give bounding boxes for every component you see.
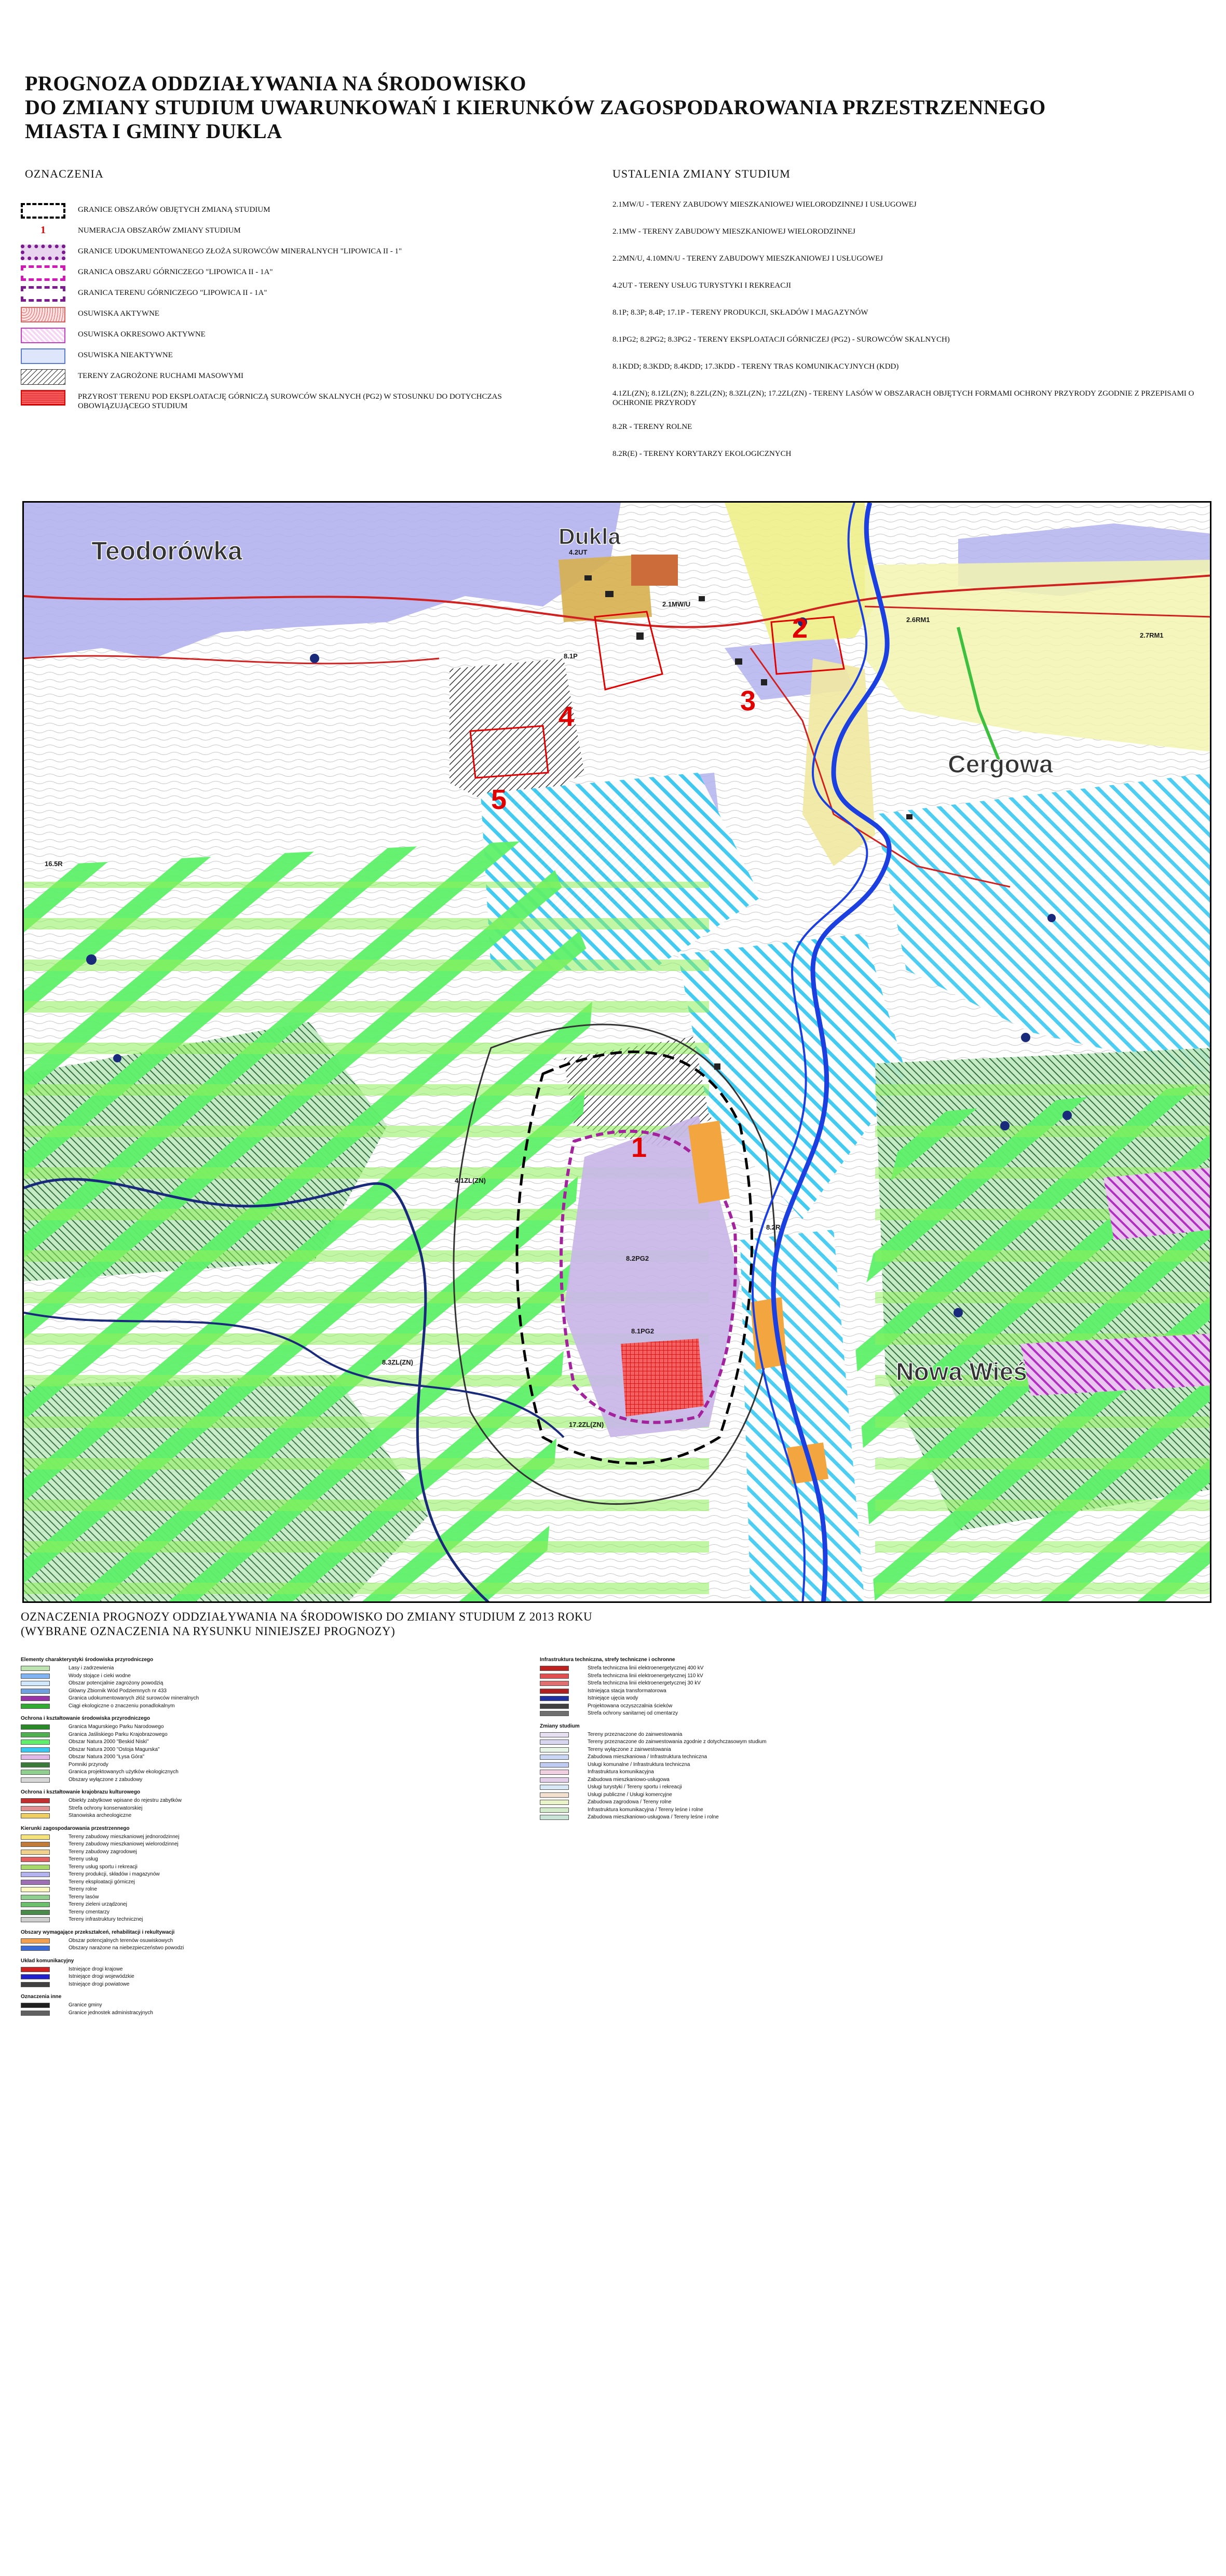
legend-entry-label: Tereny zieleni urządzonej: [69, 1901, 127, 1907]
ustalenie-item: 4.1ZL(ZN); 8.1ZL(ZN); 8.2ZL(ZN); 8.3ZL(ZN); 17.2ZL(ZN) - TERENY LASÓW W OBSZARACH OBJĘTYCH FORMAMI OCHRONY PRZYRODY ZGODNIE Z PRZEPISAMI O OCHRONIE PRZYRODY: [612, 389, 1194, 407]
ustalenie-item: 4.2UT - TERENY USŁUG TURYSTYKI I REKREACJI: [612, 281, 792, 290]
legend-entry: [21, 1805, 540, 1813]
legend-entry-label: Infrastruktura komunikacyjna: [588, 1769, 654, 1775]
legend-entry-swatch: [21, 1666, 50, 1671]
legend-entry-swatch: [540, 1808, 569, 1813]
legend-entry-swatch: [540, 1681, 569, 1686]
legend-entry-label: Istniejące drogi wojewódzkie: [69, 1974, 134, 1979]
legend-category-heading: Infrastruktura techniczna, strefy techniczne i ochronne: [540, 1657, 675, 1663]
ustalenie-item: 8.1PG2; 8.2PG2; 8.3PG2 - TERENY EKSPLOATACJI GÓRNICZEJ (PG2) - SUROWCÓW SKALNYCH): [612, 335, 950, 344]
legend-entry-swatch: [21, 1842, 50, 1847]
legend-entry-swatch: [21, 2011, 50, 2016]
legend-entry-swatch: [21, 1739, 50, 1745]
legend-entry-swatch: [21, 1755, 50, 1760]
legend-entry: [540, 1746, 1209, 1754]
legend-entry: [21, 1731, 540, 1739]
legend-entry-swatch: [21, 1887, 50, 1892]
legend-entry: [21, 1901, 540, 1909]
legend-entry-swatch: [540, 1762, 569, 1768]
area-number: 3: [740, 685, 756, 717]
legend-entry: [21, 1966, 540, 1974]
legend-entry: [21, 1769, 540, 1776]
legend-entry: [540, 1754, 1209, 1761]
legend-entry-label: Obszar potencjalnie zagrożony powodzią: [69, 1680, 164, 1686]
legend-entry-swatch: [21, 1813, 50, 1818]
legend-category-heading: Elementy charakterystyki środowiska przyrodniczego: [21, 1657, 154, 1663]
place-label-teodorowka: Teodorówka: [91, 536, 242, 565]
legend-entry-label: Obiekty zabytkowe wpisane do rejestru zabytków: [69, 1798, 182, 1803]
legend-entry-swatch: [540, 1674, 569, 1679]
ustalenie-item: 8.2R(E) - TERENY KORYTARZY EKOLOGICZNYCH: [612, 450, 792, 458]
legend-label: NUMERACJA OBSZARÓW ZMIANY STUDIUM: [78, 226, 241, 235]
legend-entry: [540, 1761, 1209, 1769]
legend-entry: [21, 1746, 540, 1754]
legend-entry: [540, 1799, 1209, 1806]
legend-item: [21, 325, 592, 345]
area-number: 5: [491, 784, 507, 815]
legend-label: OSUWISKA AKTYWNE: [78, 309, 160, 318]
legend-entry: [21, 1856, 540, 1864]
legend-category-heading: Oznaczenia inne: [21, 1994, 62, 2000]
map-zone-label: 4.1ZL(ZN): [455, 1177, 486, 1184]
title-line-1: PROGNOZA ODDZIAŁYWANIA NA ŚRODOWISKO: [25, 72, 526, 95]
periodic-landslide-swatch: [21, 328, 65, 343]
legend-label: OSUWISKA OKRESOWO AKTYWNE: [78, 330, 206, 339]
legend-entry-label: Strefa techniczna linii elektroenergetycznej 400 kV: [588, 1665, 704, 1671]
legend-entry: [540, 1665, 1209, 1673]
legend-entry-swatch: [21, 1938, 50, 1944]
map-zone-label: 8.1P: [564, 652, 578, 660]
area-number: 4: [558, 701, 575, 732]
legend-category-heading: Układ komunikacyjny: [21, 1958, 74, 1964]
map-zone-label: 4.2UT: [569, 548, 588, 556]
legend-entry: [540, 1731, 1209, 1739]
legend-entry: [21, 1673, 540, 1680]
bottom-legend-heading-2: (WYBRANE OZNACZENIA NA RYSUNKU NINIEJSZEJ PROGNOZY): [21, 1625, 396, 1638]
legend-entry: [21, 1973, 540, 1981]
legend-entry-swatch: [21, 1696, 50, 1701]
legend-entry-label: Stanowiska archeologiczne: [69, 1813, 132, 1818]
legend-entry-swatch: [21, 1895, 50, 1900]
legend-entry-swatch: [21, 1967, 50, 1972]
legend-entry-swatch: [540, 1666, 569, 1671]
legend-entry-label: Tereny zabudowy zagrodowej: [69, 1849, 137, 1855]
map-zone-label: 8.3ZL(ZN): [382, 1358, 413, 1366]
legend-entry-swatch: [21, 1798, 50, 1803]
ustalenia-heading: USTALENIA ZMIANY STUDIUM: [612, 167, 791, 180]
legend-entry-label: Granica Magurskiego Parku Narodowego: [69, 1724, 164, 1730]
legend-entry-swatch: [21, 1724, 50, 1730]
legend-entry: [21, 1703, 540, 1710]
dashed-boundary-swatch: [21, 203, 65, 219]
legend-entry-label: Projektowana oczyszczalnia ścieków: [588, 1703, 673, 1709]
legend-entry-label: Główny Zbiornik Wód Podziemnych nr 433: [69, 1688, 167, 1694]
legend-entry-label: Tereny przeznaczone do zainwestowania zgodnie z dotychczasowym studium: [588, 1739, 767, 1745]
active-landslide-swatch: [21, 307, 65, 322]
legend-entry: [21, 1738, 540, 1746]
map-panel[interactable]: [22, 501, 1211, 1603]
legend-entry-swatch: [21, 1704, 50, 1709]
legend-entry: [21, 1776, 540, 1784]
legend-entry-label: Tereny infrastruktury technicznej: [69, 1917, 143, 1922]
legend-entry: [21, 1695, 540, 1703]
legend-entry-label: Tereny wyłączone z zainwestowania: [588, 1746, 671, 1752]
legend-entry-label: Granice gminy: [69, 2002, 102, 2008]
legend-entry-swatch: [21, 1872, 50, 1877]
legend-entry-label: Wody stojące i cieki wodne: [69, 1673, 131, 1679]
deposit-boundary-swatch: [21, 245, 65, 260]
legend-entry-swatch: [540, 1696, 569, 1701]
legend-entry-label: Tereny rolne: [69, 1886, 98, 1892]
legend-entry: [21, 1981, 540, 1989]
map-zone-label: 8.1PG2: [631, 1327, 655, 1335]
legend-item: [21, 200, 592, 221]
legend-entry: [21, 1812, 540, 1820]
legend-entry-label: Istniejące drogi krajowe: [69, 1966, 123, 1972]
ustalenie-item: 8.1KDD; 8.3KDD; 8.4KDD; 17.3KDD - TERENY TRAS KOMUNIKACYJNYCH (KDD): [612, 362, 899, 371]
legend-entry: [21, 1864, 540, 1871]
legend-entry-swatch: [21, 1857, 50, 1862]
legend-entry: [21, 2009, 540, 2017]
legend-entry-swatch: [21, 1850, 50, 1855]
map-zone-label: 8.2R: [766, 1223, 781, 1231]
legend-entry: [540, 1710, 1209, 1718]
legend-entry: [21, 1937, 540, 1945]
legend-item: [21, 241, 592, 262]
legend-entry-label: Zabudowa zagrodowa / Tereny rolne: [588, 1799, 672, 1805]
legend-entry-swatch: [21, 2003, 50, 2008]
legend-entry-swatch: [540, 1785, 569, 1790]
place-label-dukla: Dukla: [558, 524, 621, 549]
legend-entry: [21, 1680, 540, 1688]
map-zone-label: 2.7RM1: [1140, 631, 1164, 639]
place-label-cergowa: Cergowa: [948, 751, 1053, 778]
legend-entry-swatch: [21, 1865, 50, 1870]
bottom-legend-column-1: [21, 1651, 540, 2017]
legend-label: OSUWISKA NIEAKTYWNE: [78, 351, 173, 359]
legend-entry-label: Tereny produkcji, składów i magazynów: [69, 1871, 160, 1877]
legend-entry: [21, 1833, 540, 1841]
ustalenie-item: 2.1MW - TERENY ZABUDOWY MIESZKANIOWEJ WIELORODZINNEJ: [612, 227, 855, 236]
legend-entry-label: Zabudowa mieszkaniowo-usługowa / Tereny leśne i rolne: [588, 1814, 719, 1820]
legend-entry: [540, 1776, 1209, 1784]
legend-entry-swatch: [21, 1681, 50, 1686]
legend-entry-label: Tereny eksploatacji górniczej: [69, 1879, 135, 1885]
legend-item: [21, 283, 592, 304]
legend-entry: [21, 1797, 540, 1805]
mining-increase-swatch: [21, 390, 65, 406]
legend-heading: OZNACZENIA: [25, 167, 104, 180]
legend-entry: [21, 1723, 540, 1731]
legend-entry-label: Obszar Natura 2000 "Ostoja Magurska": [69, 1746, 160, 1752]
legend-category-heading: Kierunki zagospodarowania przestrzennego: [21, 1825, 130, 1831]
legend-entry: [540, 1688, 1209, 1695]
map-zone-label: 2.6RM1: [906, 616, 930, 624]
ustalenie-item: 8.2R - TERENY ROLNE: [612, 423, 692, 431]
legend-entry: [21, 1894, 540, 1901]
legend-entry-label: Istniejące drogi powiatowe: [69, 1981, 130, 1987]
legend-entry-swatch: [540, 1792, 569, 1798]
legend-entry-swatch: [21, 1689, 50, 1694]
legend-label: PRZYROST TERENU POD EKSPLOATACJĘ GÓRNICZĄ SUROWCÓW SKALNYCH (PG2) W STOSUNKU DO DOTYCHCZAS OBOWIĄZUJĄCEGO STUDIUM: [78, 393, 502, 410]
ustalenie-item: 8.1P; 8.3P; 8.4P; 17.1P - TERENY PRODUKCJI, SKŁADÓW I MAGAZYNÓW: [612, 308, 868, 317]
area-number: 2: [792, 613, 808, 644]
legend-entry-label: Tereny zabudowy mieszkaniowej wielorodzinnej: [69, 1841, 179, 1847]
legend-entry-label: Pomniki przyrody: [69, 1761, 108, 1768]
legend-entry: [540, 1680, 1209, 1688]
legend-entry-swatch: [540, 1689, 569, 1694]
legend-entry-label: Obszar Natura 2000 "Beskid Niski": [69, 1739, 149, 1745]
legend-entry-label: Usługi turystyki / Tereny sportu i rekreacji: [588, 1784, 682, 1790]
legend-entry-label: Granica Jaśliskiego Parku Krajobrazowego: [69, 1731, 168, 1737]
legend-entry-swatch: [21, 1910, 50, 1915]
legend-entry-swatch: [21, 1946, 50, 1951]
legend-entry: [21, 1688, 540, 1695]
legend-entry-swatch: [21, 1835, 50, 1840]
legend-entry-label: Usługi komunalne / Infrastruktura techniczna: [588, 1761, 690, 1768]
inactive-landslide-swatch: [21, 348, 65, 364]
legend-entry-swatch: [540, 1755, 569, 1760]
legend-entry: [21, 1909, 540, 1917]
legend-entry-label: Strefa ochrony sanitarnej od cmentarzy: [588, 1710, 678, 1716]
legend-entry-swatch: [21, 1974, 50, 1979]
legend-entry-swatch: [21, 1732, 50, 1737]
legend-entry: [540, 1806, 1209, 1814]
bottom-legend-column-2: [540, 1651, 1209, 1822]
legend-entry-label: Lasy i zadrzewienia: [69, 1665, 114, 1671]
legend-label: GRANICA OBSZARU GÓRNICZEGO "LIPOWICA II - 1A": [78, 268, 273, 276]
legend-item: [21, 221, 592, 241]
legend-entry-label: Granica projektowanych użytków ekologicznych: [69, 1769, 179, 1775]
ustalenie-item: 2.2MN/U, 4.10MN/U - TERENY ZABUDOWY MIESZKANIOWEJ I USŁUGOWEJ: [612, 254, 883, 263]
map-zone-label: 8.2PG2: [626, 1255, 649, 1262]
legend-entry: [21, 1916, 540, 1924]
legend-entry: [540, 1791, 1209, 1799]
place-label-nowa-wies: Nowa Wieś: [896, 1358, 1027, 1386]
legend-entry: [540, 1673, 1209, 1680]
legend-item: [21, 262, 592, 283]
legend-entry: [21, 1879, 540, 1886]
legend-entry-label: Strefa techniczna linii elektroenergetycznej 110 kV: [588, 1673, 703, 1679]
map-zone-label: 2.1MW/U: [662, 600, 691, 608]
legend-item: [21, 366, 592, 387]
legend-entry-swatch: [540, 1711, 569, 1716]
legend-category-heading: Zmiany studium: [540, 1723, 580, 1729]
mass-movement-swatch: [21, 369, 65, 385]
legend-category-heading: Ochrona i kształtowanie krajobrazu kulturowego: [21, 1789, 141, 1795]
legend-entry-label: Tereny usług sportu i rekreacji: [69, 1864, 138, 1870]
legend-entry-label: Istniejąca stacja transformatorowa: [588, 1688, 666, 1694]
mining-area-swatch: [21, 265, 65, 281]
legend-entry-label: Infrastruktura komunikacyjna / Tereny leśne i rolne: [588, 1806, 703, 1813]
legend-entry-label: Tereny zabudowy mieszkaniowej jednorodzinnej: [69, 1833, 180, 1840]
legend-entry: [21, 1945, 540, 1952]
legend-entry: [21, 1886, 540, 1894]
title-line-3: MIASTA I GMINY DUKLA: [25, 119, 282, 143]
area-number-swatch: 1: [40, 224, 46, 236]
legend-entry-swatch: [21, 1747, 50, 1752]
legend-entry-swatch: [21, 1917, 50, 1922]
legend-entry: [540, 1703, 1209, 1710]
legend-entry-swatch: [540, 1800, 569, 1805]
legend-entry-swatch: [540, 1739, 569, 1745]
bottom-legend: [21, 1610, 1215, 2016]
legend-entry: [21, 1761, 540, 1769]
legend-entry-label: Tereny przeznaczone do zainwestowania: [588, 1731, 683, 1737]
document-title: [25, 72, 1167, 143]
map-canvas: [24, 503, 1211, 1603]
legend-entry-swatch: [21, 1982, 50, 1987]
legend-label: TERENY ZAGROŻONE RUCHAMI MASOWYMI: [78, 372, 244, 380]
legend-label: GRANICE OBSZARÓW OBJĘTYCH ZMIANĄ STUDIUM: [78, 206, 270, 214]
legend-entry-swatch: [540, 1770, 569, 1775]
legend-entry: [540, 1769, 1209, 1776]
legend-entry-swatch: [540, 1747, 569, 1752]
legend-entry-label: Zabudowa mieszkaniowo-usługowa: [588, 1776, 670, 1783]
bottom-legend-heading-1: OZNACZENIA PROGNOZY ODDZIAŁYWANIA NA ŚRODOWISKO DO ZMIANY STUDIUM Z 2013 ROKU: [21, 1610, 593, 1623]
legend-entry-label: Tereny usług: [69, 1856, 98, 1862]
legend-entry: [540, 1695, 1209, 1703]
legend-entry-swatch: [21, 1674, 50, 1679]
legend-entry-label: Strefa techniczna linii elektroenergetycznej 30 kV: [588, 1680, 701, 1686]
legend-category-heading: Ochrona i kształtowanie środowiska przyrodniczego: [21, 1716, 150, 1721]
legend-entry-label: Granica udokumentowanych złóż surowców mineralnych: [69, 1695, 199, 1701]
legend-entry-label: Granice jednostek administracyjnych: [69, 2009, 153, 2016]
legend-entry-swatch: [21, 1902, 50, 1907]
legend-entry: [21, 1754, 540, 1761]
legend-entry-label: Obszary wyłączone z zabudowy: [69, 1776, 143, 1783]
legend-item: [21, 304, 592, 325]
legend-entry-swatch: [540, 1777, 569, 1783]
legend-entry-label: Obszary narażone na niebezpieczeństwo powodzi: [69, 1945, 184, 1951]
legend-label: GRANICA TERENU GÓRNICZEGO "LIPOWICA II - 1A": [78, 289, 267, 297]
legend-entry-swatch: [21, 1777, 50, 1783]
area-number: 1: [631, 1132, 647, 1163]
legend-entry: [540, 1738, 1209, 1746]
title-line-2: DO ZMIANY STUDIUM UWARUNKOWAŃ I KIERUNKÓW ZAGOSPODAROWANIA PRZESTRZENNEGO: [25, 96, 1046, 119]
legend-entry: [21, 1871, 540, 1879]
ustalenie-item: 2.1MW/U - TERENY ZABUDOWY MIESZKANIOWEJ WIELORODZINNEJ I USŁUGOWEJ: [612, 200, 917, 209]
map-zone-label: 17.2ZL(ZN): [569, 1421, 604, 1428]
ustalenia-list: [612, 200, 1209, 476]
legend-entry-label: Zabudowa mieszkaniowa / Infrastruktura techniczna: [588, 1754, 707, 1760]
legend-entry: [21, 1665, 540, 1673]
legend-entry-swatch: [21, 1770, 50, 1775]
legend-entry-label: Istniejące ujęcia wody: [588, 1695, 638, 1701]
legend-entry-swatch: [21, 1806, 50, 1811]
legend-entry-swatch: [540, 1815, 569, 1820]
legend-entry: [21, 1849, 540, 1856]
mining-terrain-swatch: [21, 286, 65, 302]
legend-entry-label: Tereny cmentarzy: [69, 1909, 110, 1915]
legend-label: GRANICE UDOKUMENTOWANEGO ZŁOŻA SUROWCÓW MINERALNYCH "LIPOWICA II - 1": [78, 247, 402, 255]
legend-entry-label: Obszar potencjalnych terenów osuwiskowych: [69, 1937, 173, 1944]
legend-entry-swatch: [540, 1704, 569, 1709]
legend-entry: [21, 1841, 540, 1849]
legend-entry-label: Tereny lasów: [69, 1894, 99, 1900]
map-zone-label: 16.5R: [45, 860, 63, 868]
legend-entry: [540, 1784, 1209, 1791]
legend-entry-label: Strefa ochrony konserwatorskiej: [69, 1805, 143, 1811]
legend-item: [21, 387, 592, 408]
legend-entry-swatch: [21, 1762, 50, 1768]
legend-entry-label: Obszar Natura 2000 "Łysa Góra": [69, 1754, 145, 1760]
legend-entry-swatch: [540, 1732, 569, 1737]
legend-entry: [21, 2002, 540, 2009]
legend-entry-label: Ciągi ekologiczne o znaczeniu ponadlokalnym: [69, 1703, 175, 1709]
legend-list: [21, 200, 592, 408]
legend-item: [21, 345, 592, 366]
legend-entry-label: Usługi publiczne / Usługi komercyjne: [588, 1791, 672, 1798]
legend-entry: [540, 1814, 1209, 1822]
legend-category-heading: Obszary wymagające przekształceń, rehabilitacji i rekultywacji: [21, 1929, 175, 1935]
legend-entry-swatch: [21, 1880, 50, 1885]
